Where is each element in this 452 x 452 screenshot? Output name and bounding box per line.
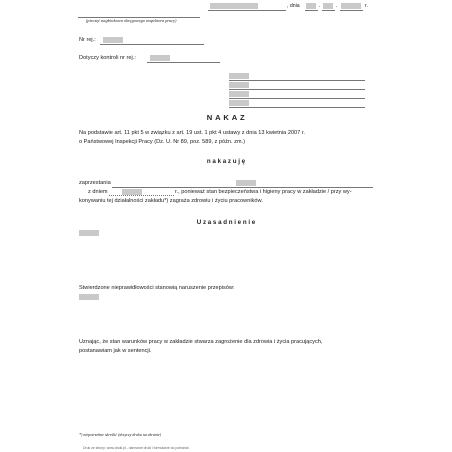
- date-label: , dnia: [287, 3, 300, 9]
- date-sep-2: .: [336, 3, 338, 9]
- footer-source: Druk ze strony: www.druki.pl - darmowe druki i formularze do pobrania: [83, 446, 189, 450]
- orders-heading: n a k a z u j ę: [206, 158, 246, 165]
- conclusion-line-2: postanawiam jak w sentencji.: [79, 348, 152, 354]
- date-day-field[interactable]: [306, 3, 316, 9]
- justification-field[interactable]: [79, 230, 99, 236]
- findings-text: Stwierdzone nieprawidłowości stanowią naruszenie przepisów:: [79, 285, 235, 291]
- legal-basis-line-2: o Państwowej Inspekcji Pracy (Dz. U. Nr 89, poz. 589, z późn. zm.): [79, 139, 246, 145]
- addressee-field-4[interactable]: [229, 100, 249, 106]
- prohibition-line: [112, 187, 373, 188]
- justification-heading: U z a s a d n i e n i e: [196, 219, 256, 226]
- date-month-line: [322, 10, 335, 11]
- addressee-line-2: [229, 89, 365, 90]
- date-year-field[interactable]: [341, 3, 361, 9]
- addressee-field-1[interactable]: [229, 73, 249, 79]
- date-month-field[interactable]: [323, 3, 333, 9]
- stamp-caption: (pieczęć nagłówkowa okręgowego inspektora pracy): [86, 18, 177, 23]
- addressee-line-1: [229, 80, 365, 81]
- prohibition-label: zaprzestania: [79, 180, 111, 186]
- inspection-label: Dotyczy kontroli nr rej.:: [79, 55, 136, 61]
- addressee-field-2[interactable]: [229, 82, 249, 88]
- place-line[interactable]: [208, 10, 286, 11]
- case-number-label: Nr rej.:: [79, 37, 96, 43]
- inspection-number-field[interactable]: [150, 55, 170, 61]
- addressee-line-4: [229, 107, 365, 108]
- addressee-field-3[interactable]: [229, 91, 249, 97]
- case-number-field[interactable]: [103, 37, 123, 43]
- prohibition-field[interactable]: [236, 180, 256, 186]
- inspection-number-line: [147, 62, 220, 63]
- footnote: *) niepotrzebne skreślić (dotyczy druku na ekranie): [79, 432, 162, 437]
- conclusion-line-1: Uznając, że stan warunków pracy w zakładzie stwarza zagrożenie dla zdrowia i życia pracujących,: [79, 339, 323, 345]
- prohibition-reason-1: r., ponieważ stan bezpieczeństwa i higieny pracy w zakładzie / przy wy-: [175, 189, 352, 195]
- place-field[interactable]: [210, 3, 258, 9]
- date-day-line: [305, 10, 318, 11]
- effective-date-line: [109, 195, 174, 196]
- findings-field[interactable]: [79, 294, 99, 300]
- document-title: N A K A Z: [206, 113, 246, 122]
- effective-date-label: z dniem: [88, 189, 108, 195]
- date-year-suffix: r.: [365, 3, 368, 9]
- addressee-line-3: [229, 98, 365, 99]
- prohibition-reason-2: konywaniu tej działalności zakładu*) zagraża zdrowiu i życiu pracowników.: [79, 198, 263, 204]
- date-sep-1: .: [319, 3, 321, 9]
- legal-basis-line-1: Na podstawie art. 11 pkt 5 w związku z art. 19 ust. 1 pkt 4 ustawy z dnia 13 kwietnia 2007 r.: [79, 130, 305, 136]
- case-number-line: [100, 44, 204, 45]
- date-year-line: [340, 10, 363, 11]
